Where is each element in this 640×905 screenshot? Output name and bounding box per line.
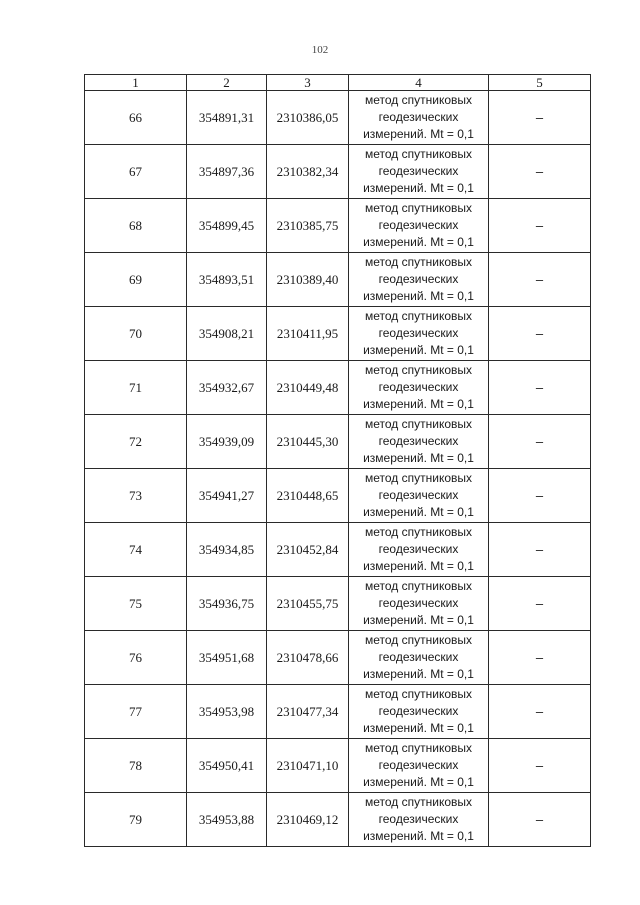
table-row xyxy=(85,469,591,523)
point-number-cell: 71 xyxy=(85,361,187,415)
table-row xyxy=(85,199,591,253)
header-row xyxy=(85,75,591,91)
point-number-cell: 67 xyxy=(85,145,187,199)
point-number-cell: 78 xyxy=(85,739,187,793)
point-number-cell: 75 xyxy=(85,577,187,631)
method-cell: метод спутниковых геодезических измерений. Mt = 0,1 xyxy=(349,685,489,739)
column-header-5: 5 xyxy=(489,75,591,91)
note-cell: – xyxy=(489,361,591,415)
table-row xyxy=(85,361,591,415)
table-row xyxy=(85,577,591,631)
y-coordinate-cell: 2310389,40 xyxy=(267,253,349,307)
note-cell: – xyxy=(489,91,591,145)
y-coordinate-cell: 2310382,34 xyxy=(267,145,349,199)
table-row xyxy=(85,307,591,361)
y-coordinate-cell: 2310445,30 xyxy=(267,415,349,469)
note-cell: – xyxy=(489,685,591,739)
note-cell: – xyxy=(489,523,591,577)
x-coordinate-cell: 354953,88 xyxy=(187,793,267,847)
point-number-cell: 76 xyxy=(85,631,187,685)
table-row xyxy=(85,145,591,199)
point-number-cell: 79 xyxy=(85,793,187,847)
column-header-1: 1 xyxy=(85,75,187,91)
x-coordinate-cell: 354934,85 xyxy=(187,523,267,577)
note-cell: – xyxy=(489,793,591,847)
y-coordinate-cell: 2310448,65 xyxy=(267,469,349,523)
method-cell: метод спутниковых геодезических измерений. Mt = 0,1 xyxy=(349,91,489,145)
method-cell: метод спутниковых геодезических измерений. Mt = 0,1 xyxy=(349,739,489,793)
table-body xyxy=(85,91,591,847)
x-coordinate-cell: 354941,27 xyxy=(187,469,267,523)
method-cell: метод спутниковых геодезических измерений. Mt = 0,1 xyxy=(349,793,489,847)
point-number-cell: 72 xyxy=(85,415,187,469)
note-cell: – xyxy=(489,307,591,361)
table-row xyxy=(85,523,591,577)
method-cell: метод спутниковых геодезических измерений. Mt = 0,1 xyxy=(349,523,489,577)
point-number-cell: 70 xyxy=(85,307,187,361)
y-coordinate-cell: 2310478,66 xyxy=(267,631,349,685)
table-row xyxy=(85,415,591,469)
x-coordinate-cell: 354950,41 xyxy=(187,739,267,793)
method-cell: метод спутниковых геодезических измерений. Mt = 0,1 xyxy=(349,145,489,199)
table-header xyxy=(85,75,591,91)
note-cell: – xyxy=(489,739,591,793)
y-coordinate-cell: 2310411,95 xyxy=(267,307,349,361)
table-row xyxy=(85,793,591,847)
method-cell: метод спутниковых геодезических измерений. Mt = 0,1 xyxy=(349,631,489,685)
x-coordinate-cell: 354932,67 xyxy=(187,361,267,415)
note-cell: – xyxy=(489,469,591,523)
y-coordinate-cell: 2310477,34 xyxy=(267,685,349,739)
note-cell: – xyxy=(489,631,591,685)
point-number-cell: 73 xyxy=(85,469,187,523)
note-cell: – xyxy=(489,199,591,253)
y-coordinate-cell: 2310386,05 xyxy=(267,91,349,145)
method-cell: метод спутниковых геодезических измерений. Mt = 0,1 xyxy=(349,199,489,253)
y-coordinate-cell: 2310449,48 xyxy=(267,361,349,415)
point-number-cell: 66 xyxy=(85,91,187,145)
table-row xyxy=(85,739,591,793)
point-number-cell: 69 xyxy=(85,253,187,307)
method-cell: метод спутниковых геодезических измерений. Mt = 0,1 xyxy=(349,307,489,361)
x-coordinate-cell: 354936,75 xyxy=(187,577,267,631)
note-cell: – xyxy=(489,415,591,469)
note-cell: – xyxy=(489,577,591,631)
table-row xyxy=(85,91,591,145)
page-number: 102 xyxy=(311,44,329,56)
method-cell: метод спутниковых геодезических измерений. Mt = 0,1 xyxy=(349,253,489,307)
y-coordinate-cell: 2310455,75 xyxy=(267,577,349,631)
y-coordinate-cell: 2310469,12 xyxy=(267,793,349,847)
table-row xyxy=(85,685,591,739)
y-coordinate-cell: 2310385,75 xyxy=(267,199,349,253)
x-coordinate-cell: 354908,21 xyxy=(187,307,267,361)
x-coordinate-cell: 354897,36 xyxy=(187,145,267,199)
table-row xyxy=(85,631,591,685)
table-row xyxy=(85,253,591,307)
method-cell: метод спутниковых геодезических измерений. Mt = 0,1 xyxy=(349,469,489,523)
note-cell: – xyxy=(489,145,591,199)
x-coordinate-cell: 354951,68 xyxy=(187,631,267,685)
y-coordinate-cell: 2310471,10 xyxy=(267,739,349,793)
coordinates-table xyxy=(84,74,591,847)
x-coordinate-cell: 354893,51 xyxy=(187,253,267,307)
x-coordinate-cell: 354939,09 xyxy=(187,415,267,469)
point-number-cell: 74 xyxy=(85,523,187,577)
note-cell: – xyxy=(489,253,591,307)
x-coordinate-cell: 354953,98 xyxy=(187,685,267,739)
method-cell: метод спутниковых геодезических измерений. Mt = 0,1 xyxy=(349,415,489,469)
x-coordinate-cell: 354899,45 xyxy=(187,199,267,253)
column-header-4: 4 xyxy=(349,75,489,91)
point-number-cell: 77 xyxy=(85,685,187,739)
x-coordinate-cell: 354891,31 xyxy=(187,91,267,145)
column-header-2: 2 xyxy=(187,75,267,91)
method-cell: метод спутниковых геодезических измерений. Mt = 0,1 xyxy=(349,361,489,415)
method-cell: метод спутниковых геодезических измерений. Mt = 0,1 xyxy=(349,577,489,631)
point-number-cell: 68 xyxy=(85,199,187,253)
y-coordinate-cell: 2310452,84 xyxy=(267,523,349,577)
column-header-3: 3 xyxy=(267,75,349,91)
